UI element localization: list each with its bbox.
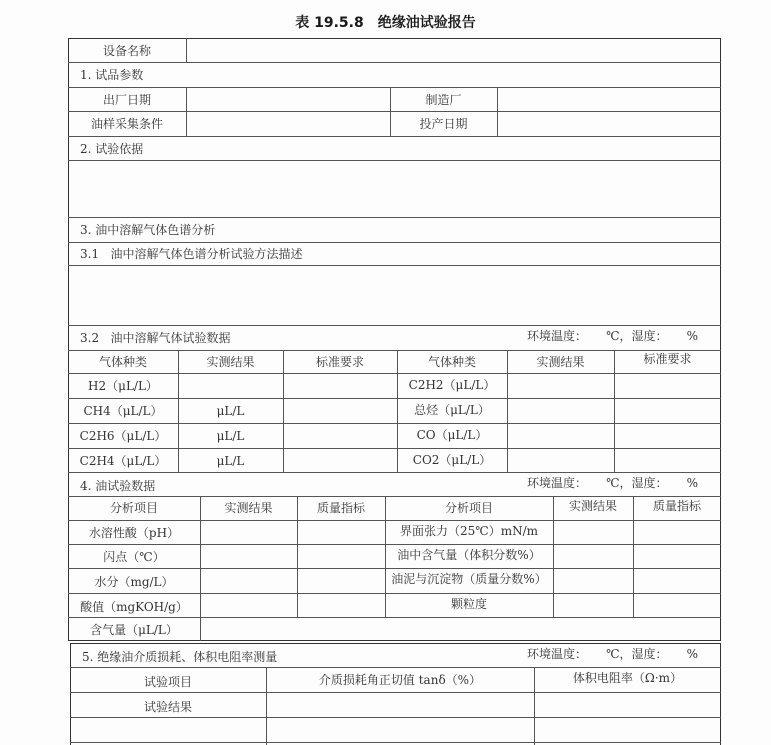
divider (68, 423, 721, 424)
divider (68, 136, 721, 137)
oil-quality[interactable] (637, 572, 717, 586)
gas-result[interactable] (507, 378, 614, 392)
divider (68, 398, 721, 399)
gas-header: 气体种类 (98, 355, 147, 369)
oil-result[interactable] (204, 575, 293, 589)
divider (68, 544, 721, 545)
oil-quality[interactable] (301, 600, 381, 614)
gas-result[interactable]: μL/L (216, 404, 245, 418)
oil-item: 界面张力（25℃）mN/m (400, 524, 538, 538)
gas-name: C2H4（μL/L） (79, 454, 167, 468)
gas-name: CH4（μL/L） (83, 404, 163, 418)
manufacturer-label: 制造厂 (425, 93, 462, 107)
gas-header: 气体种类 (427, 355, 476, 369)
oil-item: 颗粒度 (450, 597, 487, 611)
equipment-label: 设备名称 (102, 44, 151, 58)
divider (633, 496, 634, 617)
divider (68, 62, 721, 63)
method-description-field[interactable] (72, 269, 717, 321)
sampling-condition-field[interactable] (190, 117, 386, 131)
dielectric-header: 体积电阻率（Ω·m） (572, 671, 683, 685)
gas-standard[interactable] (614, 403, 721, 417)
gas-result[interactable] (507, 453, 614, 467)
commissioning-date-field[interactable] (501, 117, 717, 131)
oil-result[interactable] (557, 524, 629, 538)
page-title (0, 12, 771, 32)
divider (70, 667, 721, 668)
oil-quality[interactable] (301, 550, 381, 564)
resistivity-field[interactable] (538, 721, 717, 735)
section3-2-heading: 3.2 油中溶解气体试验数据 (80, 331, 231, 345)
divider (200, 496, 201, 641)
tan-delta-field[interactable] (270, 723, 530, 737)
gas-standard[interactable] (283, 454, 397, 468)
tan-delta-field[interactable] (270, 698, 530, 712)
gas-standard[interactable] (614, 378, 721, 392)
divider (70, 717, 721, 718)
oil-header: 实测结果 (224, 501, 273, 515)
oil-result[interactable] (557, 572, 629, 586)
gas-header: 实测结果 (536, 355, 585, 369)
gas-content-result[interactable] (204, 623, 716, 637)
equipment-field[interactable] (190, 44, 718, 58)
divider (68, 496, 721, 497)
divider (70, 742, 721, 743)
divider (68, 217, 721, 218)
oil-item: 酸值（mgKOH/g） (80, 600, 188, 614)
oil-quality[interactable] (301, 575, 381, 589)
gas-name: 总烃（μL/L） (414, 403, 490, 417)
oil-result[interactable] (557, 597, 629, 611)
gas-standard[interactable] (283, 429, 397, 443)
oil-header: 分析项目 (444, 501, 493, 515)
resistivity-field[interactable] (538, 696, 717, 710)
env-conditions: 环境温度： ℃，湿度： % (527, 329, 698, 343)
divider (68, 242, 721, 243)
divider (68, 265, 721, 266)
oil-quality[interactable] (637, 548, 717, 562)
divider (68, 350, 721, 351)
gas-standard[interactable] (283, 404, 397, 418)
oil-result[interactable] (204, 600, 293, 614)
oil-quality[interactable] (637, 597, 717, 611)
oil-result[interactable] (557, 548, 629, 562)
gas-name: C2H2（μL/L） (408, 378, 496, 392)
gas-standard[interactable] (283, 379, 397, 393)
gas-result[interactable]: μL/L (216, 429, 245, 443)
divider (68, 520, 721, 521)
gas-header: 实测结果 (206, 355, 255, 369)
oil-quality[interactable] (637, 524, 717, 538)
divider (68, 373, 721, 374)
divider (186, 87, 187, 136)
gas-name: H2（μL/L） (88, 379, 158, 393)
gas-header: 标准要求 (643, 352, 692, 366)
divider (68, 111, 721, 112)
table-title: 绝缘油试验报告 (377, 15, 476, 31)
manufacturer-field[interactable] (501, 93, 717, 107)
oil-result[interactable] (204, 526, 293, 540)
divider (68, 325, 721, 326)
section5-heading: 5. 绝缘油介质损耗、体积电阻率测量 (82, 650, 278, 664)
test-result-label: 试验结果 (143, 700, 192, 714)
oil-item: 水分（mg/L） (94, 575, 174, 589)
section3-heading: 3. 油中溶解气体色谱分析 (80, 223, 216, 237)
gas-result[interactable] (507, 428, 614, 442)
section3-1-heading: 3.1 油中溶解气体色谱分析试验方法描述 (80, 247, 303, 261)
oil-header: 质量指标 (316, 501, 365, 515)
test-basis-field[interactable] (72, 164, 717, 212)
section2-heading: 2. 试验依据 (80, 142, 144, 156)
oil-header: 分析项目 (109, 501, 158, 515)
divider (68, 593, 721, 594)
dielectric-header: 介质损耗角正切值 tanδ（%） (318, 673, 482, 687)
gas-name: CO2（μL/L） (412, 453, 492, 467)
oil-item: 油泥与沉淀物（质量分数%） (391, 572, 547, 586)
section4-heading: 4. 油试验数据 (80, 479, 156, 493)
oil-item: 闪点（℃） (103, 550, 165, 564)
manufacture-date-label: 出厂日期 (102, 93, 151, 107)
divider (186, 38, 187, 62)
oil-item: 水溶性酸（pH） (88, 526, 180, 540)
oil-result[interactable] (204, 550, 293, 564)
sampling-condition-label: 油样采集条件 (90, 117, 163, 131)
divider (68, 160, 721, 161)
divider (68, 617, 721, 618)
divider (497, 87, 498, 136)
oil-item: 油中含气量（体积分数%） (397, 548, 541, 562)
section1-heading: 1. 试品参数 (80, 68, 144, 82)
manufacture-date-field[interactable] (190, 93, 386, 107)
gas-result[interactable] (178, 379, 283, 393)
gas-name: CO（μL/L） (416, 428, 488, 442)
divider (70, 692, 721, 693)
gas-result[interactable] (507, 403, 614, 417)
env-conditions: 环境温度： ℃，湿度： % (527, 647, 698, 661)
gas-header: 标准要求 (315, 355, 364, 369)
oil-header: 实测结果 (568, 499, 617, 513)
extra-label (70, 724, 266, 738)
divider (68, 568, 721, 569)
gas-standard[interactable] (614, 428, 721, 442)
divider (68, 448, 721, 449)
oil-quality[interactable] (301, 526, 381, 540)
dielectric-header: 试验项目 (143, 675, 192, 689)
oil-item: 含气量（μL/L） (90, 623, 178, 637)
divider (553, 496, 554, 617)
gas-standard[interactable] (614, 453, 721, 467)
oil-header: 质量指标 (652, 499, 701, 513)
env-conditions: 环境温度： ℃，湿度： % (527, 476, 698, 490)
divider (68, 87, 721, 88)
table-number: 表 19.5.8 (295, 15, 364, 31)
gas-name: C2H6（μL/L） (79, 429, 167, 443)
gas-result[interactable]: μL/L (216, 454, 245, 468)
commissioning-date-label: 投产日期 (419, 117, 468, 131)
divider (68, 472, 721, 473)
